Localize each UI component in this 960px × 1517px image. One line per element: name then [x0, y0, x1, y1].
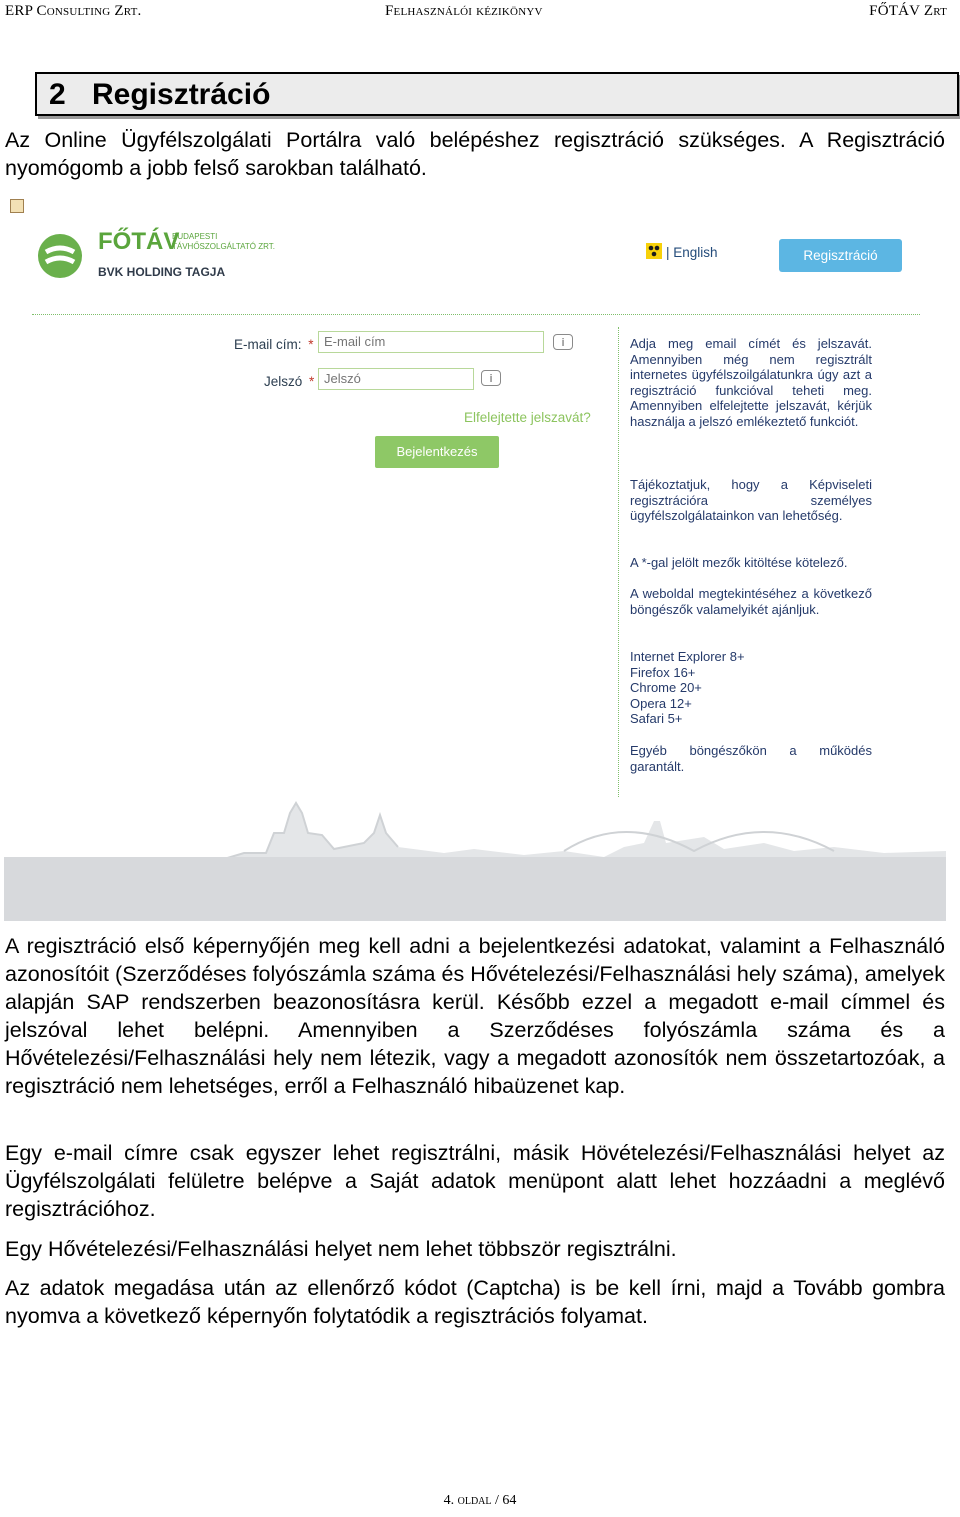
- browser-item: Chrome 20+: [630, 680, 702, 696]
- register-button[interactable]: Regisztráció: [779, 239, 902, 272]
- sidebar-other-browsers: Egyéb böngészőkön a működés garantált.: [630, 743, 872, 774]
- chapter-title: Regisztráció: [92, 78, 271, 111]
- login-button[interactable]: Bejelentkezés: [375, 436, 499, 468]
- sidebar-browser-note: A weboldal megtekintéséhez a következő böngészők valamelyikét ajánljuk.: [630, 586, 872, 617]
- paragraph-captcha: Az adatok megadása után az ellenőrző kódot (Captcha) is be kell írni, majd a Tovább gombra nyomva a következő képernyőn folytatódik a regisztrációs folyamat.: [5, 1276, 945, 1328]
- email-input[interactable]: [318, 331, 544, 353]
- logo-brand: FŐTÁV: [98, 228, 180, 255]
- email-label: [234, 337, 314, 352]
- sidebar-representative-note: Tájékoztatjuk, hogy a Képviseleti regisztrációra személyes ügyfélszolgálatainkon van lehetőség.: [630, 477, 872, 524]
- page-icon: [10, 199, 24, 213]
- header-separator: [32, 314, 920, 315]
- logo-subtitle-1: BUDAPESTI: [172, 232, 218, 241]
- password-label-text: Jelszó: [264, 374, 303, 389]
- password-input[interactable]: [318, 368, 474, 390]
- password-required-mark: *: [309, 374, 315, 389]
- header-client: FŐTÁV Zrt: [869, 3, 947, 19]
- language-link[interactable]: | English: [666, 245, 718, 260]
- intro-paragraph: Az Online Ügyfélszolgálati Portálra való belépéshez regisztráció szükséges. A Regisztráció nyomógomb a jobb felső sarokban található.: [5, 128, 945, 180]
- header-document-title: Felhasználói kézikönyv: [385, 3, 543, 19]
- browser-item: Opera 12+: [630, 695, 692, 711]
- column-separator: [618, 327, 619, 797]
- browser-list: [630, 649, 872, 727]
- forgot-password-link[interactable]: Elfelejtette jelszavát?: [464, 410, 591, 425]
- password-info-icon[interactable]: i: [481, 370, 501, 386]
- email-info-icon[interactable]: i: [553, 334, 573, 350]
- email-required-mark: *: [308, 337, 314, 352]
- sidebar-intro: Adja meg email címét és jelszavát. Amennyiben még nem regisztrált internetes ügyfélszoilgálatunkra úgy azt a regisztráció funkcióval teheti meg. Amennyiben elfelejtette jelszavát, kérjük használja a jelszó emlékeztető funkciót.: [630, 336, 872, 429]
- fotav-logo-icon: [36, 232, 84, 280]
- city-skyline-illustration: [4, 793, 946, 921]
- sidebar-required-note: A *-gal jelölt mezők kitöltése kötelező.: [630, 555, 848, 570]
- chapter-number: 2: [49, 78, 66, 111]
- language-flag-icon[interactable]: [646, 243, 662, 259]
- portal-screenshot: [4, 193, 946, 921]
- password-label: [264, 374, 314, 389]
- chapter-heading: [35, 72, 959, 116]
- header-company: ERP Consulting Zrt.: [5, 3, 142, 19]
- browser-item: Firefox 16+: [630, 664, 696, 680]
- logo-holding: BVK HOLDING TAGJA: [98, 265, 226, 279]
- email-label-text: E-mail cím:: [234, 337, 302, 352]
- browser-item: Internet Explorer 8+: [630, 649, 745, 664]
- browser-item: Safari 5+: [630, 711, 683, 727]
- paragraph-single-email: Egy e-mail címre csak egyszer lehet regisztrálni, másik Hövételezési/Felhasználási helyet az Ügyfélszolgálati felületre belépve a Saját adatok menüpont alatt lehet hozzáadni a meglévő regisztrációhoz.: [5, 1141, 945, 1221]
- page-number: 4. oldal / 64: [443, 1493, 517, 1508]
- paragraph-single-location: Egy Hővételezési/Felhasználási helyet nem lehet többször regisztrálni.: [5, 1237, 677, 1261]
- logo-subtitle-2: TÁVHŐSZOLGÁLTATÓ ZRT.: [172, 242, 275, 251]
- paragraph-registration-data: A regisztráció első képernyőjén meg kell adni a bejelentkezési adatokat, valamint a Felhasználó azonosítóit (Szerződéses folyószámla száma és Hővételezési/Felhasználási hely száma), amelyek alapján SAP rendszerben beazonosításra kerül. Később ezzel a megadott e-mail címmel és jelszóval lehet belépni. Amennyiben a Szerződéses folyószámla száma és a Hővételezési/Felhasználási hely nem létezik, vagy a megadott azonosítók nem összetartozóak, a regisztráció nem lehetséges, erről a Felhasználó hibaüzenet kap.: [5, 934, 945, 1098]
